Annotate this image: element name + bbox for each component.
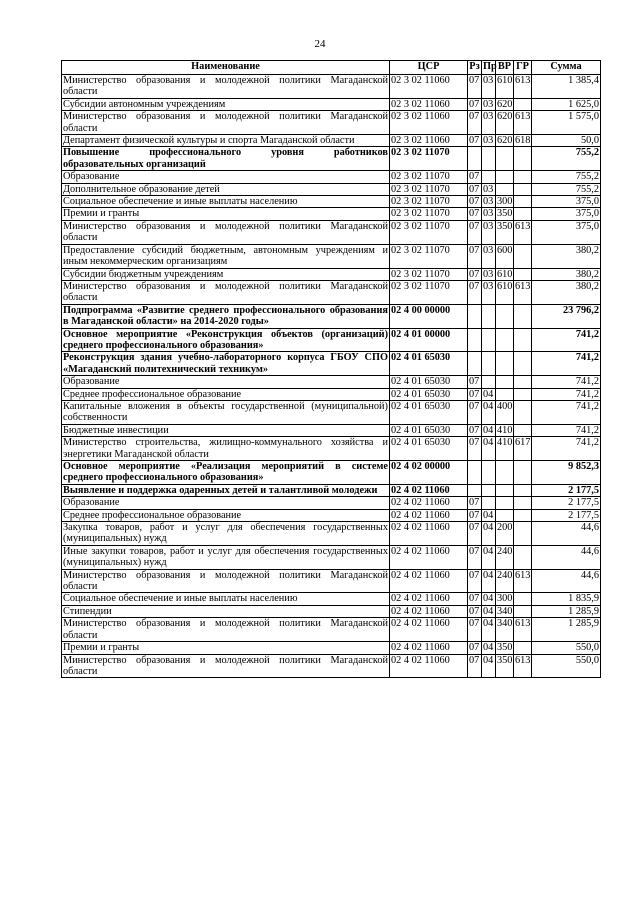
cell-gr: 613: [514, 569, 532, 593]
cell-vr: [496, 388, 514, 400]
cell-rz: 07: [468, 400, 482, 424]
table-row: [62, 328, 601, 352]
table-row: [62, 545, 601, 569]
header-name: Наименование: [62, 61, 390, 75]
cell-rz: [468, 304, 482, 328]
cell-sum: 375,0: [532, 220, 601, 244]
cell-name: Предоставление субсидий бюджетным, автономным учреждениям и иным некоммерческим организациям: [63, 244, 388, 268]
table-row: [62, 208, 601, 220]
cell-gr: 613: [514, 280, 532, 304]
cell-csr: 02 4 02 11060: [390, 605, 468, 617]
cell-name: Премии и гранты: [62, 208, 390, 220]
cell-name: Социальное обеспечение и иные выплаты населению: [62, 593, 390, 605]
cell-name: Капитальные вложения в объекты государственной (муниципальной) собственности: [63, 400, 388, 424]
table-row: [62, 618, 601, 642]
cell-gr: [514, 268, 532, 280]
cell-vr: 350: [496, 220, 514, 244]
cell-vr: [496, 304, 514, 328]
table-row: [62, 484, 601, 496]
cell-gr: [514, 593, 532, 605]
table-row: [62, 654, 601, 678]
cell-gr: [514, 147, 532, 171]
cell-vr: 610: [496, 75, 514, 99]
cell-pr: 04: [482, 605, 496, 617]
cell-vr: 410: [497, 424, 513, 436]
cell-csr: 02 3 02 11070: [390, 220, 468, 244]
cell-name: Иные закупки товаров, работ и услуг для обеспечения государственных (муниципальных) нужд: [63, 545, 388, 569]
cell-sum: 1 285,9: [532, 605, 601, 617]
cell-csr: 02 4 02 11060: [390, 484, 468, 496]
cell-gr: [514, 171, 532, 183]
cell-rz: 07: [468, 244, 482, 268]
cell-rz: 07: [468, 424, 482, 436]
cell-pr: 04: [482, 593, 496, 605]
cell-pr: 04: [482, 522, 496, 546]
cell-csr: 02 4 01 65030: [390, 437, 468, 461]
cell-rz: 07: [468, 593, 482, 605]
cell-gr: [514, 484, 532, 496]
cell-vr: 200: [496, 522, 514, 546]
cell-vr: [496, 352, 514, 376]
cell-csr: 02 3 02 11070: [390, 268, 468, 280]
cell-pr: 04: [482, 642, 496, 654]
cell-sum: 755,2: [532, 171, 601, 183]
cell-name: Субсидии бюджетным учреждениям: [62, 268, 390, 280]
cell-pr: 03: [482, 280, 496, 304]
cell-csr: 02 4 02 11060: [390, 654, 468, 678]
cell-vr: 240: [496, 545, 514, 569]
cell-vr: 340: [497, 605, 513, 617]
header-csr: ЦСР: [390, 61, 468, 75]
cell-gr: [514, 400, 532, 424]
cell-gr: [514, 183, 532, 195]
cell-pr: 03: [482, 98, 496, 110]
cell-vr: [496, 147, 514, 171]
table-row: [62, 376, 601, 388]
cell-gr: [514, 208, 532, 220]
cell-sum: 375,0: [532, 196, 601, 208]
budget-table: [61, 60, 601, 678]
cell-sum: 50,0: [532, 135, 601, 147]
cell-pr: [482, 376, 496, 388]
cell-vr: [496, 497, 514, 509]
cell-name: Министерство образования и молодежной политики Магаданской области: [63, 220, 388, 244]
cell-sum: 9 852,3: [532, 461, 601, 485]
cell-vr: 400: [496, 400, 514, 424]
cell-sum: 741,2: [532, 437, 601, 461]
cell-rz: 07: [468, 654, 482, 678]
cell-gr: [514, 244, 532, 268]
table-row: [62, 605, 601, 617]
table-row: [62, 147, 601, 171]
table-row: [62, 593, 601, 605]
table-header-row: [62, 61, 601, 75]
cell-vr: 240: [496, 569, 514, 593]
cell-csr: 02 4 01 65030: [390, 388, 468, 400]
cell-csr: 02 3 02 11070: [390, 208, 468, 220]
cell-rz: 07: [468, 280, 482, 304]
cell-rz: [468, 461, 482, 485]
cell-sum: 741,2: [532, 424, 601, 436]
cell-sum: 1 625,0: [532, 98, 601, 110]
cell-sum: 741,2: [532, 328, 601, 352]
cell-csr: 02 4 01 65030: [390, 424, 468, 436]
cell-gr: 613: [514, 111, 532, 135]
cell-csr: 02 4 01 00000: [390, 328, 468, 352]
cell-vr: 620: [497, 135, 513, 147]
cell-name: Выявление и поддержка одаренных детей и талантливой молодежи: [62, 484, 390, 496]
cell-sum: 375,0: [532, 208, 601, 220]
cell-sum: 23 796,2: [532, 304, 601, 328]
cell-gr: [514, 328, 532, 352]
cell-rz: 07: [468, 220, 482, 244]
cell-rz: 07: [468, 522, 482, 546]
cell-sum: 380,2: [532, 244, 601, 268]
cell-gr: [514, 304, 532, 328]
cell-name: Образование: [62, 171, 390, 183]
cell-csr: 02 4 02 11060: [390, 618, 468, 642]
table-row: [62, 497, 601, 509]
cell-gr: 613: [514, 654, 532, 678]
cell-csr: 02 4 01 65030: [390, 352, 468, 376]
cell-sum: 755,2: [532, 183, 601, 195]
table-row: [62, 280, 601, 304]
cell-gr: 617: [514, 437, 532, 461]
table-row: [62, 509, 601, 521]
cell-name: Повышение профессионального уровня работников образовательных организаций: [63, 147, 388, 170]
cell-rz: 07: [468, 437, 482, 461]
cell-gr: [514, 376, 532, 388]
table-row: [62, 424, 601, 436]
cell-name: Основное мероприятие «Реконструкция объектов (организаций) среднего профессионального образования»: [63, 328, 388, 351]
cell-csr: 02 3 02 11060: [390, 135, 468, 147]
cell-pr: 03: [482, 220, 496, 244]
header-sum: Сумма: [532, 61, 601, 75]
cell-name: Министерство образования и молодежной политики Магаданской области: [63, 569, 388, 593]
cell-pr: [482, 352, 496, 376]
cell-pr: 03: [482, 244, 496, 268]
cell-pr: [482, 461, 496, 485]
cell-csr: 02 4 02 11060: [390, 545, 468, 569]
cell-vr: [496, 376, 514, 388]
cell-csr: 02 3 02 11060: [390, 75, 468, 99]
cell-name: Основное мероприятие «Реализация мероприятий в системе среднего профессионального образования»: [63, 461, 388, 484]
cell-rz: 07: [468, 208, 482, 220]
cell-vr: 300: [497, 593, 513, 605]
cell-pr: 03: [482, 268, 496, 280]
cell-pr: 03: [482, 135, 496, 147]
page-number: 24: [314, 38, 326, 50]
cell-sum: 1 285,9: [532, 618, 601, 642]
cell-name: Министерство строительства, жилищно-коммунального хозяйства и энергетики Магаданской области: [63, 437, 388, 460]
cell-pr: [482, 484, 496, 496]
cell-sum: 741,2: [532, 388, 601, 400]
cell-vr: [496, 328, 514, 352]
cell-pr: 04: [482, 400, 496, 424]
cell-rz: 07: [468, 75, 482, 99]
cell-csr: 02 4 02 11060: [390, 642, 468, 654]
table-row: [62, 220, 601, 244]
table-row: [62, 135, 601, 147]
cell-rz: [468, 484, 482, 496]
cell-rz: 07: [468, 509, 482, 521]
cell-name: Департамент физической культуры и спорта Магаданской области: [62, 135, 390, 147]
header-gr: ГР: [514, 61, 532, 75]
table-row: [62, 75, 601, 99]
table-row: [62, 522, 601, 546]
cell-sum: 44,6: [532, 522, 601, 546]
cell-name: Бюджетные инвестиции: [62, 424, 390, 436]
table-body: [62, 75, 601, 678]
cell-csr: 02 3 02 11070: [390, 183, 468, 195]
cell-sum: 44,6: [532, 569, 601, 593]
cell-gr: 613: [514, 75, 532, 99]
cell-gr: 618: [515, 135, 531, 147]
cell-sum: 550,0: [532, 642, 601, 654]
table-row: [62, 642, 601, 654]
cell-vr: 410: [496, 437, 514, 461]
table-row: [62, 98, 601, 110]
cell-gr: [514, 497, 532, 509]
cell-pr: 04: [482, 437, 496, 461]
cell-gr: 613: [514, 618, 532, 642]
table-row: [62, 244, 601, 268]
cell-csr: 02 4 02 11060: [390, 509, 468, 521]
cell-name: Подпрограмма «Развитие среднего профессионального образования в Магаданской области» на 2014-2020 годы»: [63, 304, 388, 328]
cell-sum: 1 575,0: [532, 111, 601, 135]
cell-vr: 620: [497, 98, 513, 110]
cell-pr: 04: [482, 618, 496, 642]
cell-pr: 03: [482, 183, 496, 195]
cell-csr: 02 4 02 11060: [390, 497, 468, 509]
cell-rz: 07: [468, 196, 482, 208]
cell-rz: 07: [468, 569, 482, 593]
header-pr: Пр: [482, 61, 496, 75]
cell-name: Социальное обеспечение и иные выплаты населению: [62, 196, 390, 208]
cell-rz: [468, 147, 482, 171]
cell-name: Стипендии: [62, 605, 390, 617]
cell-pr: 03: [482, 208, 496, 220]
table-row: [62, 268, 601, 280]
cell-name: Образование: [62, 376, 390, 388]
cell-gr: [514, 388, 532, 400]
cell-rz: 07: [468, 135, 482, 147]
cell-vr: [496, 461, 514, 485]
cell-gr: [514, 605, 532, 617]
cell-rz: 07: [468, 605, 482, 617]
cell-rz: 07: [468, 545, 482, 569]
cell-name: Субсидии автономным учреждениям: [62, 98, 390, 110]
cell-vr: [496, 183, 514, 195]
cell-gr: [514, 545, 532, 569]
cell-pr: [482, 304, 496, 328]
table-row: [62, 196, 601, 208]
cell-name: Министерство образования и молодежной политики Магаданской области: [63, 111, 388, 134]
table-row: [62, 461, 601, 485]
table-row: [62, 437, 601, 461]
cell-csr: 02 3 02 11070: [390, 244, 468, 268]
cell-pr: 03: [482, 75, 496, 99]
cell-name: Министерство образования и молодежной политики Магаданской области: [63, 280, 388, 304]
cell-rz: 07: [468, 497, 482, 509]
cell-name: Министерство образования и молодежной политики Магаданской области: [63, 654, 388, 677]
cell-csr: 02 3 02 11070: [390, 147, 468, 171]
cell-rz: 07: [468, 642, 482, 654]
cell-sum: 755,2: [532, 147, 601, 171]
cell-pr: 03: [482, 196, 496, 208]
cell-rz: 07: [468, 171, 482, 183]
cell-rz: [468, 352, 482, 376]
cell-sum: 550,0: [532, 654, 601, 678]
cell-vr: 600: [496, 244, 514, 268]
cell-pr: [482, 328, 496, 352]
cell-csr: 02 4 01 65030: [390, 400, 468, 424]
cell-pr: 04: [482, 509, 496, 521]
cell-vr: 350: [496, 654, 514, 678]
header-rz: Рз: [468, 61, 482, 75]
cell-vr: 350: [497, 642, 513, 654]
cell-csr: 02 4 01 65030: [390, 376, 468, 388]
cell-rz: 07: [468, 618, 482, 642]
cell-csr: 02 3 02 11060: [390, 111, 468, 135]
cell-pr: [482, 147, 496, 171]
cell-name: Министерство образования и молодежной политики Магаданской области: [63, 75, 388, 98]
cell-csr: 02 4 00 00000: [390, 304, 468, 328]
table-row: [62, 400, 601, 424]
cell-vr: 340: [496, 618, 514, 642]
cell-name: Премии и гранты: [62, 642, 390, 654]
cell-vr: 620: [496, 111, 514, 135]
cell-pr: [482, 497, 496, 509]
cell-gr: [514, 642, 532, 654]
table-row: [62, 111, 601, 135]
cell-csr: 02 4 02 11060: [390, 522, 468, 546]
cell-pr: [482, 171, 496, 183]
cell-vr: 350: [497, 208, 513, 220]
table-row: [62, 304, 601, 328]
cell-name: Среднее профессиональное образование: [62, 388, 390, 400]
cell-pr: 04: [482, 569, 496, 593]
cell-pr: 04: [482, 424, 496, 436]
cell-rz: 07: [468, 376, 482, 388]
cell-csr: 02 3 02 11070: [390, 196, 468, 208]
cell-sum: 2 177,5: [532, 509, 601, 521]
cell-sum: 380,2: [532, 268, 601, 280]
cell-gr: [514, 522, 532, 546]
cell-csr: 02 3 02 11070: [390, 171, 468, 183]
cell-sum: 741,2: [532, 400, 601, 424]
cell-csr: 02 4 02 11060: [390, 593, 468, 605]
cell-gr: 613: [514, 220, 532, 244]
cell-pr: 04: [482, 388, 496, 400]
cell-csr: 02 4 02 11060: [390, 569, 468, 593]
cell-sum: 2 177,5: [532, 497, 601, 509]
cell-name: Закупка товаров, работ и услуг для обеспечения государственных (муниципальных) нужд: [63, 522, 388, 545]
cell-rz: 07: [468, 268, 482, 280]
cell-sum: 1 385,4: [532, 75, 601, 99]
cell-sum: 44,6: [532, 545, 601, 569]
cell-pr: 03: [482, 111, 496, 135]
cell-gr: [514, 352, 532, 376]
cell-sum: 741,2: [532, 376, 601, 388]
header-vr: ВР: [496, 61, 514, 75]
cell-gr: [514, 424, 532, 436]
cell-sum: 2 177,5: [532, 484, 601, 496]
table-row: [62, 171, 601, 183]
cell-rz: 07: [468, 98, 482, 110]
cell-csr: 02 3 02 11060: [390, 98, 468, 110]
cell-name: Министерство образования и молодежной политики Магаданской области: [63, 618, 388, 641]
cell-rz: [468, 328, 482, 352]
cell-name: Дополнительное образование детей: [62, 183, 390, 195]
table-row: [62, 183, 601, 195]
cell-vr: 610: [496, 280, 514, 304]
cell-csr: 02 3 02 11070: [390, 280, 468, 304]
cell-rz: 07: [468, 183, 482, 195]
cell-name: Образование: [62, 497, 390, 509]
cell-gr: [514, 509, 532, 521]
cell-rz: 07: [468, 111, 482, 135]
table-row: [62, 352, 601, 376]
cell-name: Реконструкция здания учебно-лабораторного корпуса ГБОУ СПО «Магаданский политехнический техникум»: [63, 352, 388, 375]
cell-vr: [496, 171, 514, 183]
cell-vr: 610: [497, 268, 513, 280]
cell-vr: [496, 484, 514, 496]
cell-csr: 02 4 02 00000: [390, 461, 468, 485]
cell-sum: 380,2: [532, 280, 601, 304]
cell-gr: [514, 461, 532, 485]
table-row: [62, 388, 601, 400]
cell-gr: [514, 98, 532, 110]
cell-pr: 04: [482, 545, 496, 569]
cell-sum: 1 835,9: [532, 593, 601, 605]
cell-name: Среднее профессиональное образование: [62, 509, 390, 521]
cell-pr: 04: [482, 654, 496, 678]
cell-vr: [496, 509, 514, 521]
cell-vr: 300: [497, 196, 513, 208]
cell-rz: 07: [468, 388, 482, 400]
table-row: [62, 569, 601, 593]
cell-sum: 741,2: [532, 352, 601, 376]
cell-gr: [514, 196, 532, 208]
